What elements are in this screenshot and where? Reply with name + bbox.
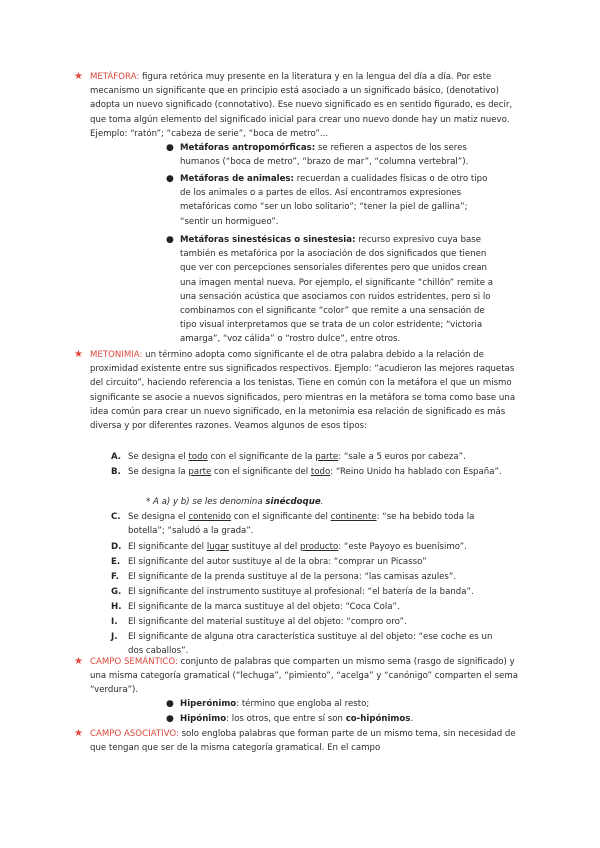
item-text: con el significante del <box>211 467 311 477</box>
star-icon: ★ <box>74 728 83 739</box>
item-text: El significante de la marca sustituye al del objeto: “Coca Cola”. <box>128 602 400 612</box>
metonimia-item-d <box>111 540 503 554</box>
sub-text: recuerdan a cualidades físicas o de otro tipo de los animales o a partes de ellos. Así encontramos expresiones metafóricas como “ser un lobo solitario”; “tener la piel de gallina”; “sentir un hormigueo”. <box>180 174 488 227</box>
metonimia-item-f <box>111 570 503 584</box>
item-letter: A. <box>111 452 122 462</box>
item-text: Se designa el <box>128 452 189 462</box>
metonimia-paragraph <box>90 348 520 433</box>
item-letter: J. <box>111 632 118 642</box>
sub-term: co-hipónimos <box>345 714 411 724</box>
sub-text: : término que engloba al resto; <box>236 699 370 709</box>
campo-asociativo-term: CAMPO ASOCIATIVO: <box>90 729 179 739</box>
metonimia-item-g <box>111 585 503 599</box>
star-icon: ★ <box>74 349 83 360</box>
item-letter: H. <box>111 602 122 612</box>
item-text: : “se ha bebido toda la botella”; “saludó a la grada”. <box>128 512 475 537</box>
metonimia-item-c <box>111 510 503 538</box>
bullet-icon: ● <box>166 714 174 724</box>
sub-animales <box>166 172 495 229</box>
item-text: con el significante de la <box>207 452 316 462</box>
sub-term: Hiperónimo <box>180 699 237 709</box>
item-letter: C. <box>111 512 121 522</box>
item-text: El significante del <box>128 542 207 552</box>
item-letter: D. <box>111 542 122 552</box>
sub-text: se refieren a aspectos de los seres humanos (“boca de metro”, “brazo de mar”, “columna vertebral”). <box>180 143 469 168</box>
sub-text: . <box>410 714 414 724</box>
sub-sinestesicas <box>166 233 495 347</box>
section-metafora <box>74 70 520 141</box>
note-term: sinécdoque <box>265 497 321 507</box>
item-text: El significante del material sustituye al del objeto: “compro oro”. <box>128 617 407 627</box>
sub-antropomorficas <box>166 141 495 169</box>
section-metonimia <box>74 348 520 433</box>
star-icon: ★ <box>74 71 83 82</box>
sub-text: : los otros, que entre sí son <box>226 714 346 724</box>
item-underlined: todo <box>188 452 208 462</box>
item-underlined: todo <box>310 467 331 477</box>
item-text: El significante del autor sustituye al de la obra: “comprar un Picasso” <box>128 557 427 567</box>
item-underlined: parte <box>188 467 212 477</box>
item-text: con el significante del <box>231 512 331 522</box>
section-campo-asociativo <box>74 727 520 755</box>
item-underlined: parte <box>315 452 339 462</box>
section-campo-semantico <box>74 655 520 698</box>
metafora-term: METÁFORA: <box>90 72 140 82</box>
campo-asociativo-text: solo engloba palabras que forman parte de un mismo tema, sin necesidad de que tengan que ser de la misma categoría gramatical. En el campo <box>90 729 516 754</box>
campo-asociativo-paragraph <box>90 727 520 755</box>
item-text: El significante de la prenda sustituye al de la persona: “las camisas azules”. <box>128 572 457 582</box>
item-underlined: continente <box>330 512 377 522</box>
campo-semantico-term: CAMPO SEMÁNTICO: <box>90 657 178 667</box>
metonimia-term: METONIMIA: <box>90 350 143 360</box>
bullet-icon: ● <box>166 235 174 245</box>
item-underlined: contenido <box>188 512 232 522</box>
item-text: Se designa la <box>128 467 189 477</box>
item-underlined: producto <box>299 542 339 552</box>
item-letter: F. <box>111 572 119 582</box>
item-letter: B. <box>111 467 121 477</box>
item-text: : “sale a 5 euros por cabeza”. <box>338 452 466 462</box>
metafora-paragraph <box>90 70 520 141</box>
item-letter: E. <box>111 557 121 567</box>
item-text: Se designa el <box>128 512 189 522</box>
item-letter: G. <box>111 587 122 597</box>
item-text: El significante del instrumento sustituye al profesional: “el batería de la banda”. <box>128 587 474 597</box>
bullet-icon: ● <box>166 174 174 184</box>
campo-semantico-paragraph <box>90 655 520 698</box>
item-underlined: lugar <box>206 542 229 552</box>
sub-term: Hipónimo <box>180 714 227 724</box>
metonimia-item-a <box>111 450 503 464</box>
campo-semantico-text: conjunto de palabras que comparten un mismo sema (rasgo de significado) y una misma categoría gramatical (“lechuga”, “pimiento”, “acelga” y “canónigo” comparten el sema “verdura”). <box>90 657 518 696</box>
metonimia-item-e <box>111 555 503 569</box>
note-text: * A a) y b) se les denomina <box>146 497 266 507</box>
metonimia-item-b <box>111 465 503 479</box>
sub-hiperonimo <box>166 697 495 711</box>
metonimia-item-h <box>111 600 503 614</box>
item-text: : “Reino Unido ha hablado con España”. <box>330 467 502 477</box>
item-text: : “este Payoyo es buenísimo”. <box>338 542 467 552</box>
metafora-text: figura retórica muy presente en la literatura y en la lengua del día a día. Por este mecanismo un significante que en principio está asociado a un significado básico, (denotativo) adopta un nuevo significado (connotativo). Ese nuevo significado es en sentido figurado, es decir, que toma algún elemento del significado inicial para crear uno nuevo donde hay un matiz nuevo. Ejemplo: “ratón”; “cabeza de serie”, “boca de metro”... <box>90 72 513 139</box>
item-letter: I. <box>111 617 118 627</box>
sinecdoque-note <box>146 495 323 509</box>
star-icon: ★ <box>74 656 83 667</box>
sub-term: Metáforas antropomórficas: <box>180 143 316 153</box>
sub-term: Metáforas de animales: <box>180 174 294 184</box>
sub-term: Metáforas sinestésicas o sinestesia: <box>180 235 356 245</box>
sub-text: recurso expresivo cuya base también es metafórica por la asociación de dos significados que tienen que ver con percepciones sensoriales diferentes pero que unidos crean una imagen mental nueva. Por ejemplo, el significante “chillón” remite a una sensación acústica que asociamos con ruidos estridentes, pero si lo combinamos con el significante “color” que remite a una sensación de tipo visual interpretamos que se trata de un color estridente; “victoria amarga”, “voz cálida” o “rostro dulce”, entre otros. <box>180 235 494 345</box>
metonimia-text: un término adopta como significante el de otra palabra debido a la relación de proximidad existente entre sus significados respectivos. Ejemplo: “acudieron las mejores raquetas del circuito”, haciendo referencia a los tenistas. Tiene en común con la metáfora el que un mismo significante se asocie a nuevos significados, pero mientras en la metáfora se toma como base una idea común para crear un nuevo significado, en la metonimia esa relación de significado es más diversa y por diferentes razones. Veamos algunos de esos tipos: <box>90 350 516 432</box>
metonimia-item-i <box>111 615 503 629</box>
bullet-icon: ● <box>166 699 174 709</box>
item-text: El significante de alguna otra característica sustituye al del objeto: “ese coche es un dos caballos”. <box>128 632 493 657</box>
item-text: sustituye al del <box>228 542 300 552</box>
bullet-icon: ● <box>166 143 174 153</box>
sub-hiponimo <box>166 712 495 726</box>
note-text: . <box>320 497 324 507</box>
